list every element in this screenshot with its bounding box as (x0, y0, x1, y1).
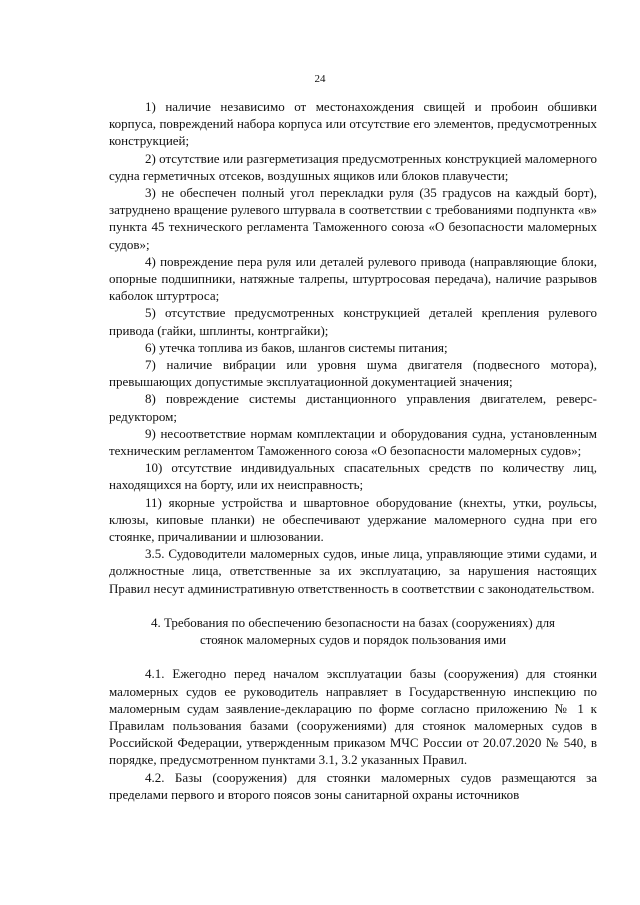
list-item-4: 4) повреждение пера руля или деталей рулевого привода (направляющие блоки, опорные подшипники, натяжные талрепы, штуртросовая передача), наличие разрывов каболок штуртроса; (109, 253, 597, 304)
list-item-3: 3) не обеспечен полный угол перекладки руля (35 градусов на каждый борт), затруднено вращение рулевого штурвала в соответствии с требованиями подпункта «в» пункта 45 технического регламента Таможенного союза «О безопасности маломерных судов»; (109, 185, 597, 252)
section-heading-line-1: 4. Требования по обеспечению безопасности на базах (сооружениях) для (150, 614, 556, 630)
page-number: 24 (314, 73, 326, 85)
paragraph-4-1: 4.1. Ежегодно перед началом эксплуатации базы (сооружения) для стоянки маломерных судов ее руководитель направляет в Государственную инспекцию по маломерным судам заявление-декларацию по форме согласно приложению № 1 к Правилам пользования базами (сооружениями) для стоянок маломерных судов в Российской Федерации, утвержденным приказом МЧС России от 20.07.2020 № 540, в порядке, предусмотренном пунктами 3.1, 3.2 указанных Правил. (109, 666, 597, 768)
document-body (109, 98, 597, 803)
list-item-5: 5) отсутствие предусмотренных конструкцией деталей крепления рулевого привода (гайки, шплинты, контргайки); (109, 305, 597, 338)
section-heading-line-2: стоянок маломерных судов и порядок пользования ими (199, 632, 507, 648)
list-item-9: 9) несоответствие нормам комплектации и оборудования судна, установленным техническим регламентом Таможенного союза «О безопасности маломерных судов»; (109, 425, 597, 459)
list-item-10: 10) отсутствие индивидуальных спасательных средств по количеству лиц, находящихся на борту, или их неисправность; (109, 460, 597, 493)
paragraph-4-2: 4.2. Базы (сооружения) для стоянки маломерных судов размещаются за пределами первого и второго поясов зоны санитарной охраны источников (109, 769, 597, 802)
list-item-7: 7) наличие вибрации или уровня шума двигателя (подвесного мотора), превышающих допустимые эксплуатационной документацией значения; (109, 357, 597, 390)
section-heading (109, 614, 597, 648)
list-item-2: 2) отсутствие или разгерметизация предусмотренных конструкцией маломерного судна герметичных отсеков, воздушных ящиков или блоков плавучести; (109, 150, 597, 183)
list-item-1: 1) наличие независимо от местонахождения свищей и пробоин обшивки корпуса, повреждений набора корпуса или отсутствие его элементов, предусмотренных конструкцией; (109, 99, 597, 149)
list-item-8: 8) повреждение системы дистанционного управления двигателем, реверс-редуктором; (109, 391, 597, 424)
list-item-11: 11) якорные устройства и швартовное оборудование (кнехты, утки, роульсы, клюзы, киповые планки) не обеспечивают удержание маломерного судна при его стоянке, причаливании и шлюзовании. (109, 494, 597, 545)
list-item-6: 6) утечка топлива из баков, шлангов системы питания; (145, 339, 448, 355)
paragraph-3-5: 3.5. Судоводители маломерных судов, иные лица, управляющие этими судами, и должностные лица, ответственные за их эксплуатацию, за нарушения настоящих Правил несут административную ответственность в соответствии с законодательством. (109, 546, 597, 596)
